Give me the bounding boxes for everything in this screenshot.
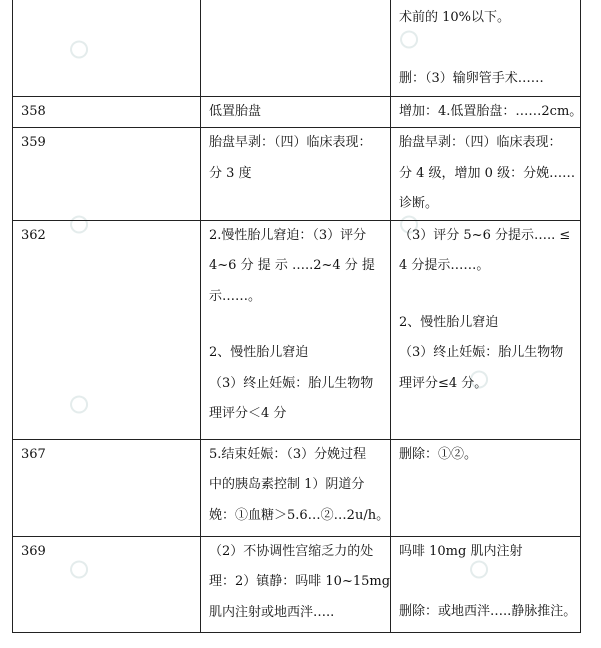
text-line: 吗啡 10mg 肌内注射 <box>399 543 523 559</box>
text-line: 胎盘早剥：（四）临床表现： <box>209 135 372 150</box>
table-row <box>13 128 581 221</box>
page-number: 362 <box>21 227 46 243</box>
revised-text-cell <box>391 536 581 632</box>
text-line: 删除：或地西泮…..静脉推注。 <box>399 604 577 619</box>
text-line: 理评分≤4 分。 <box>399 375 488 391</box>
text-line: 娩：①血糖＞5.6…②…2u/h。 <box>209 507 390 523</box>
page-number: 369 <box>21 543 46 559</box>
text-line: 分 3 度 <box>209 165 252 181</box>
text-line: 示……。 <box>209 288 262 304</box>
text-line: （2）不协调性宫缩乏力的处 <box>209 543 374 559</box>
text-line: 删：（3）输卵管手术…… <box>399 70 544 86</box>
original-text-cell <box>201 96 391 128</box>
text-line: 增加：4.低置胎盘：……2cm。 <box>399 103 583 119</box>
table-row <box>13 536 581 632</box>
text-line: 中的胰岛素控制 1）阴道分 <box>209 477 365 492</box>
revised-text-cell <box>391 439 581 536</box>
text-line: 分 4 级，增加 0 级：分娩…… <box>399 165 576 181</box>
text-line: 理评分＜4 分 <box>209 406 287 421</box>
text-line: 4~6 分 提 示 …..2~4 分 提 <box>209 258 375 273</box>
text-line: 2、慢性胎儿窘迫 <box>209 345 309 360</box>
page-number-cell <box>13 96 201 128</box>
revised-text-cell <box>391 0 581 96</box>
original-text-cell <box>201 536 391 632</box>
page-number: 367 <box>21 446 46 462</box>
table-row <box>13 220 581 439</box>
text-line: （3）终止妊娠：胎儿生物物 <box>209 375 374 391</box>
table-row <box>13 96 581 128</box>
text-line: 术前的 10%以下。 <box>399 10 511 25</box>
page-number-cell <box>13 439 201 536</box>
original-text-cell <box>201 0 391 96</box>
text-line: 4 分提示……。 <box>399 258 490 273</box>
text-line: 诊断。 <box>399 196 439 211</box>
table-row <box>13 0 581 96</box>
page-number-cell <box>13 220 201 439</box>
original-text-cell <box>201 128 391 221</box>
revision-table-page <box>12 0 583 632</box>
original-text-cell <box>201 220 391 439</box>
page-number-cell <box>13 128 201 221</box>
page-number-cell <box>13 0 201 96</box>
original-text-cell <box>201 439 391 536</box>
revision-table <box>12 0 581 633</box>
text-line: 理：2）镇静：吗啡 10~15mg <box>209 574 391 589</box>
table-row <box>13 439 581 536</box>
text-line: 肌内注射或地西泮….. <box>209 604 335 620</box>
revised-text-cell <box>391 220 581 439</box>
page-number: 359 <box>21 135 46 150</box>
text-line: （3）评分 5~6 分提示….. ≤ <box>399 227 571 243</box>
page-number: 358 <box>21 103 46 119</box>
text-line: （3）终止妊娠：胎儿生物物 <box>399 345 564 360</box>
text-line: 低置胎盘 <box>209 103 262 119</box>
page-number-cell <box>13 536 201 632</box>
revised-text-cell <box>391 128 581 221</box>
revised-text-cell <box>391 96 581 128</box>
text-line: 2.慢性胎儿窘迫：（3）评分 <box>209 227 367 243</box>
text-line: 5.结束妊娠：（3）分娩过程 <box>209 446 367 462</box>
text-line: 删除：①②。 <box>399 446 478 462</box>
text-line: 胎盘早剥：（四）临床表现： <box>399 135 562 150</box>
text-line: 2、慢性胎儿窘迫 <box>399 314 499 330</box>
